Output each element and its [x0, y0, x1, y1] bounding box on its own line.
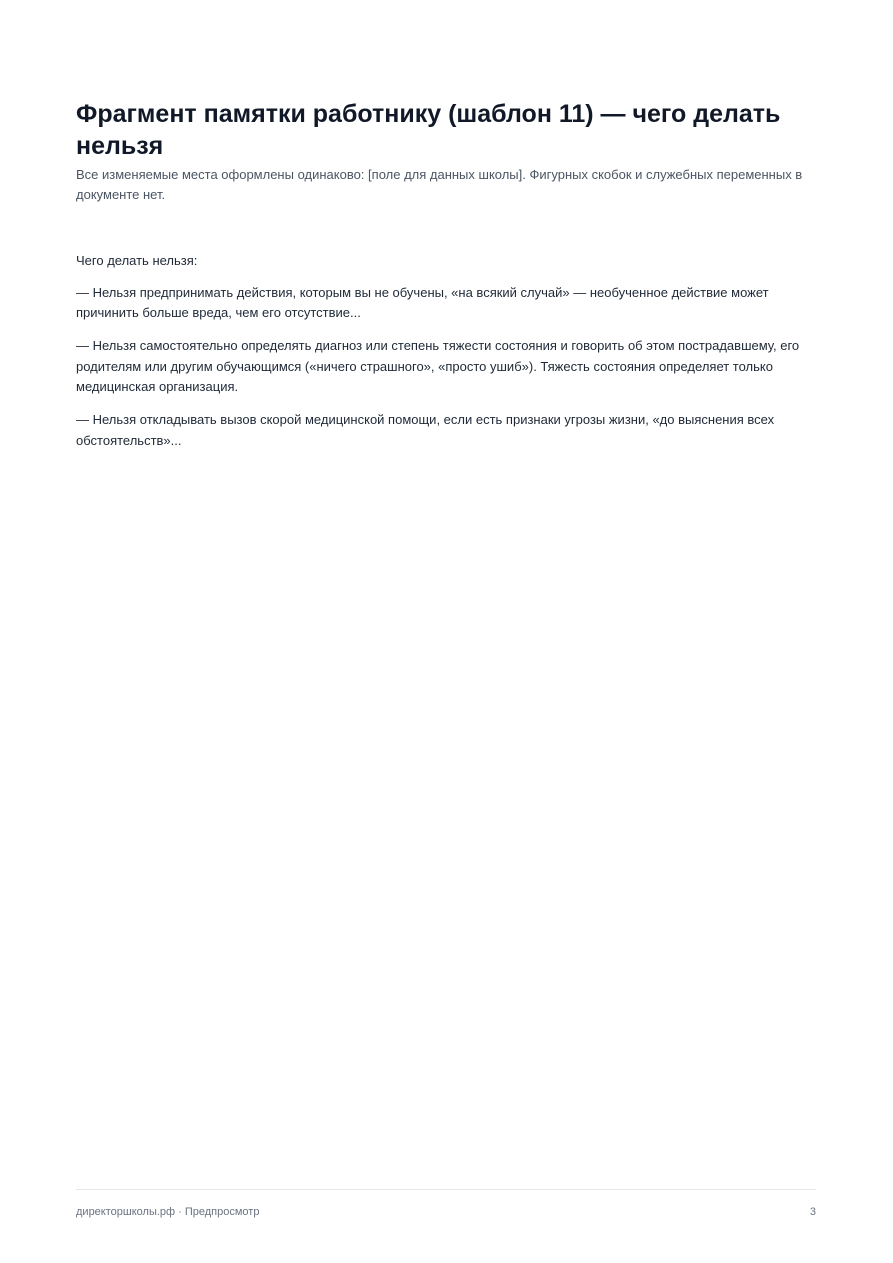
- paragraph-2: — Нельзя самостоятельно определять диагноз или степень тяжести состояния и говорить об этом пострадавшему, его родителям или другим обучающимся («ничего страшного», «просто ушиб»). Тяжесть состояния определяет только медицинская организация.: [76, 338, 800, 394]
- section-heading: Чего делать нельзя:: [76, 253, 198, 268]
- page-subtitle: Все изменяемые места оформлены одинаково: [поле для данных школы]. Фигурных скобок и служебных переменных в документе нет.: [76, 167, 803, 202]
- footer-site-label: директоршколы.рф · Предпросмотр: [76, 1206, 260, 1218]
- document-page: [76, 0, 816, 1263]
- document-body: [76, 251, 816, 464]
- paragraph-3: — Нельзя откладывать вызов скорой медицинской помощи, если есть признаки угрозы жизни, «до выяснения всех обстоятельств»...: [76, 412, 775, 448]
- footer-divider: [76, 1189, 816, 1190]
- page-number: 3: [809, 1206, 816, 1218]
- paragraph-1: — Нельзя предпринимать действия, которым вы не обучены, «на всякий случай» — необученное действие может причинить больше вреда, чем его отсутствие...: [76, 284, 769, 320]
- page-title: Фрагмент памятки работнику (шаблон 11) — чего делать нельзя: [76, 100, 781, 160]
- page-footer: [76, 1205, 816, 1219]
